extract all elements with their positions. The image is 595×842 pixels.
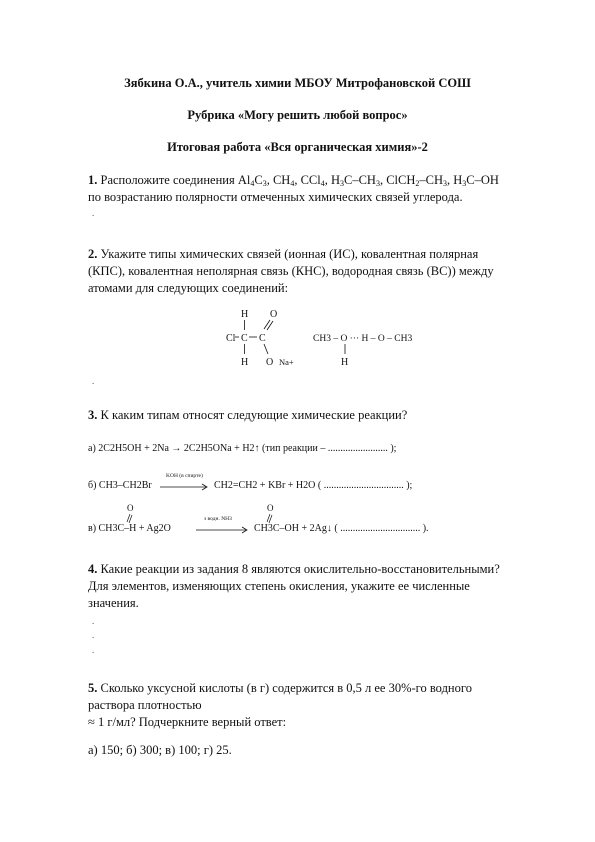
question-5-number: 5.: [88, 681, 98, 695]
struct1-h-bottom: H: [241, 357, 249, 368]
struct1-double-bond-b: [267, 321, 273, 330]
struct1-double-bond-a: [264, 320, 270, 329]
answer-mark-4b: .: [92, 630, 95, 640]
question-1-text: Расположите соединения: [100, 173, 238, 187]
answer-mark-4a: .: [92, 616, 95, 626]
reaction-b-arrow: [160, 483, 212, 491]
question-5-line2: раствора плотностью: [88, 698, 202, 712]
question-4-line2: Для элементов, изменяющих степень окисления, укажите ее численные: [88, 579, 470, 593]
question-1-line2: по возрастанию полярности отмеченных химических связей углерода.: [88, 190, 463, 204]
reaction-b-right: CH2=CH2 + KBr + H2O ( ................................ );: [214, 480, 413, 491]
work-title: Итоговая работа «Вся органическая химия»-2: [167, 140, 428, 154]
struct1-c2: C: [259, 333, 266, 344]
question-2-line2: (КПС), ковалентная неполярная связь (КНС), водородная связь (ВС)) между: [88, 264, 494, 278]
question-3: [88, 407, 528, 424]
question-5-answers: а) 150; б) 300; в) 100; г) 25.: [88, 743, 232, 757]
answer-mark-1: .: [92, 208, 95, 218]
reaction-c-left: в) CH3C–H + Ag2O: [88, 523, 171, 534]
question-5: [88, 680, 528, 731]
reaction-c-right: CH3C–OH + 2Ag↓ ( ................................ ).: [254, 523, 429, 534]
struct1-h-top: H: [241, 309, 249, 320]
reaction-c-o-right: O: [267, 503, 274, 513]
reaction-a: а) 2C2H5OH + 2Na → 2C2H5ONa + H2↑ (тип реакции – ........................ );: [88, 443, 397, 454]
reaction-b-condition: KOH (в спирте): [166, 473, 203, 479]
answer-mark-2: .: [92, 376, 95, 386]
reaction-c-arrow: [196, 526, 252, 534]
question-5-line1: Сколько уксусной кислоты (в г) содержится в 0,5 л ее 30%-го водного: [97, 681, 472, 695]
question-5-line3: ≈ 1 г/мл? Подчеркните верный ответ:: [88, 715, 287, 729]
answer-mark-4c: .: [92, 645, 95, 655]
question-4: [88, 561, 558, 612]
question-2-line3: атомами для следующих соединений:: [88, 281, 289, 295]
rubric-line: Рубрика «Могу решить любой вопрос»: [187, 108, 408, 122]
struct1-o-top: O: [270, 309, 278, 320]
question-4-line1: Какие реакции из задания 8 являются окислительно-восстановительными?: [97, 562, 500, 576]
reaction-b-left: б) CH3–CH2Br: [88, 480, 152, 491]
struct1-bond-c-o: [264, 344, 268, 354]
question-1-number: 1.: [88, 173, 98, 187]
question-4-number: 4.: [88, 562, 98, 576]
struct1-na: Na+: [279, 357, 294, 367]
struct1-cl: Cl: [226, 333, 236, 344]
question-3-text: К каким типам относят следующие химические реакции?: [97, 408, 408, 422]
struct2-h-below: H: [341, 357, 349, 368]
question-1: [88, 172, 528, 206]
reaction-c-condition: з водн. NH3: [204, 516, 232, 522]
question-3-number: 3.: [88, 408, 98, 422]
author-line: Зябкина О.А., учитель химии МБОУ Митрофановской СОШ: [124, 76, 471, 90]
struct1-o-bottom: O: [266, 357, 274, 368]
struct2-formula: CH3 – O ··· H – O – CH3: [313, 334, 413, 344]
question-2: [88, 246, 528, 297]
question-1-compounds: $Al_4C_3$, $CH_4$, CCl$_4$, $H_3C-CH_3$, $ClCH_2-CH_3$, $H_3C-OH$: [237, 173, 499, 188]
reaction-c-o-left: O: [127, 503, 134, 513]
structure-diagrams: [0, 300, 595, 380]
struct1-c1: C: [241, 333, 248, 344]
question-4-line3: значения.: [88, 596, 139, 610]
question-2-number: 2.: [88, 247, 98, 261]
question-2-line1: Укажите типы химических связей (ионная (ИС), ковалентная полярная: [97, 247, 479, 261]
